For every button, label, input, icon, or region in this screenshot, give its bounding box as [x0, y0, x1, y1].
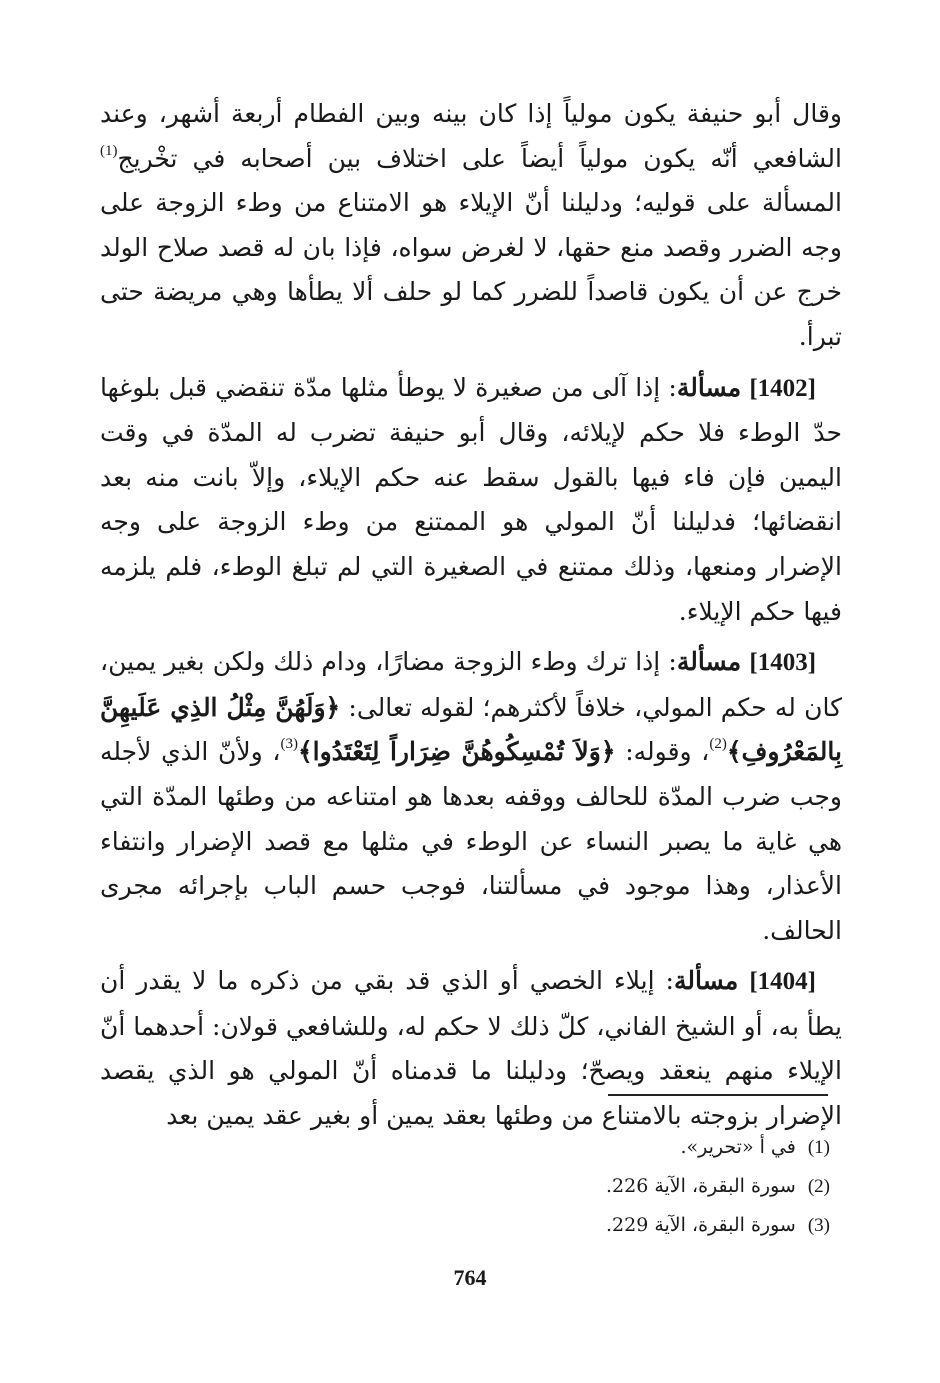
page-body: [100, 92, 842, 1145]
footnote-mark: (1): [807, 1137, 830, 1158]
footnote-ref[interactable]: (3): [280, 736, 298, 753]
footnote-ref[interactable]: (2): [709, 736, 727, 753]
paragraph-text: : إذا آلى من صغيرة لا يوطأ مثلها مدّة تنقضي قبل بلوغها حدّ الوطء فلا حكم لإيلائه، وقال أبو حنيفة تضرب له المدّة في وقت اليمين فإن فاء فيها بالقول سقط عنه حكم الإيلاء، وإلاّ بانت منه بعد انقضائها؛ فدليلنا أنّ المولي هو الممتنع من وطء الزوجة على وجه الإضرار ومنعها، وذلك ممتنع في الصغيرة التي لم تبلغ الوطء، فلم يلزمه فيها حكم الإيلاء.: [100, 372, 842, 626]
footnote-mark: (3): [807, 1215, 830, 1236]
footnote-separator: [608, 1094, 828, 1096]
paragraph-text: وقال أبو حنيفة يكون مولياً إذا كان بينه وبين الفطام أربعة أشهر، وعند الشافعي أنّه يكون مولياً أيضاً على اختلاف بين أصحابه في تخْريج: [100, 99, 842, 173]
paragraph-text: : إيلاء الخصي أو الذي قد بقي من ذكره ما لا يقدر أن يطأ به، أو الشيخ الفاني، كلّ ذلك لا حكم له، وللشافعي قولان: أحدهما أنّ الإيلاء منهم ينعقد ويصحّ؛ ودليلنا ما قدمناه أنّ المولي هو الذي يقصد الإضرار بزوجته بالامتناع من وطئها بعقد يمين أو بغير عقد يمين بعد: [100, 966, 842, 1131]
footnotes: [330, 1128, 830, 1245]
paragraph-issue-1402: [100, 366, 842, 635]
issue-number: [1403]: [749, 649, 817, 677]
footnote-text: في أ «تحرير».: [680, 1136, 796, 1158]
paragraph-text: : إذا ترك وطء الزوجة مضارًا، ودام ذلك ولكن بغير يمين، كان له حكم المولي، خلافاً لأكثرهم؛ لقوله تعالى:: [100, 647, 843, 722]
footnote-text: سورة البقرة، الآية 226.: [605, 1175, 796, 1197]
footnote-item: [330, 1167, 830, 1206]
page-number: 764: [453, 1265, 487, 1290]
issue-label: مسألة: [676, 372, 742, 402]
paragraph-intro: [100, 92, 842, 360]
issue-number: [1404]: [749, 968, 816, 996]
footnote-item: [330, 1128, 830, 1167]
footnote-item: [330, 1206, 830, 1245]
footnote-ref[interactable]: (1): [100, 142, 118, 159]
paragraph-issue-1404: [100, 959, 842, 1138]
footnote-mark: (2): [807, 1176, 830, 1197]
quran-verse-quote: ﴿وَلَهُنَّ مِثْلُ الذِي عَلَيهِنَّ بِالمَعْرُوفِ﴾: [100, 692, 842, 767]
paragraph-text-continued: ، ولأنّ الذي لأجله وجب ضرب المدّة للحالف ووقفه بعدها هو امتناعه من وطئها المدّة التي هي غاية ما يصبر النساء عن الوطء في مثلها مع قصد الإضرار وانتفاء الأعذار، وهذا موجود في مسألتنا، فوجب حسم الباب بإجرائه مجرى الحالف.: [100, 737, 842, 945]
issue-label: مسألة: [673, 966, 739, 996]
footnote-text: سورة البقرة، الآية 229.: [605, 1214, 796, 1236]
issue-label: مسألة: [676, 647, 742, 677]
quran-verse-quote: ﴿وَلاَ تُمْسِكُوهُنَّ ضِرَاراً لِتَعْتَدُوا﴾: [297, 737, 616, 767]
paragraph-text-continued: المسألة على قوليه؛ ودليلنا أنّ الإيلاء هو الامتناع من وطء الزوجة على وجه الضرر وقصد منع حقها، لا لغرض سواه، فإذا بان له قصد صلاح الولد خرج عن أن يكون قاصداً للضرر كما لو حلف ألا يطأها وهي مريضة حتى تبرأ.: [100, 188, 842, 351]
paragraph-issue-1403: [100, 640, 842, 953]
paragraph-text-mid: ، وقوله:: [615, 737, 710, 767]
issue-number: [1402]: [749, 374, 816, 402]
